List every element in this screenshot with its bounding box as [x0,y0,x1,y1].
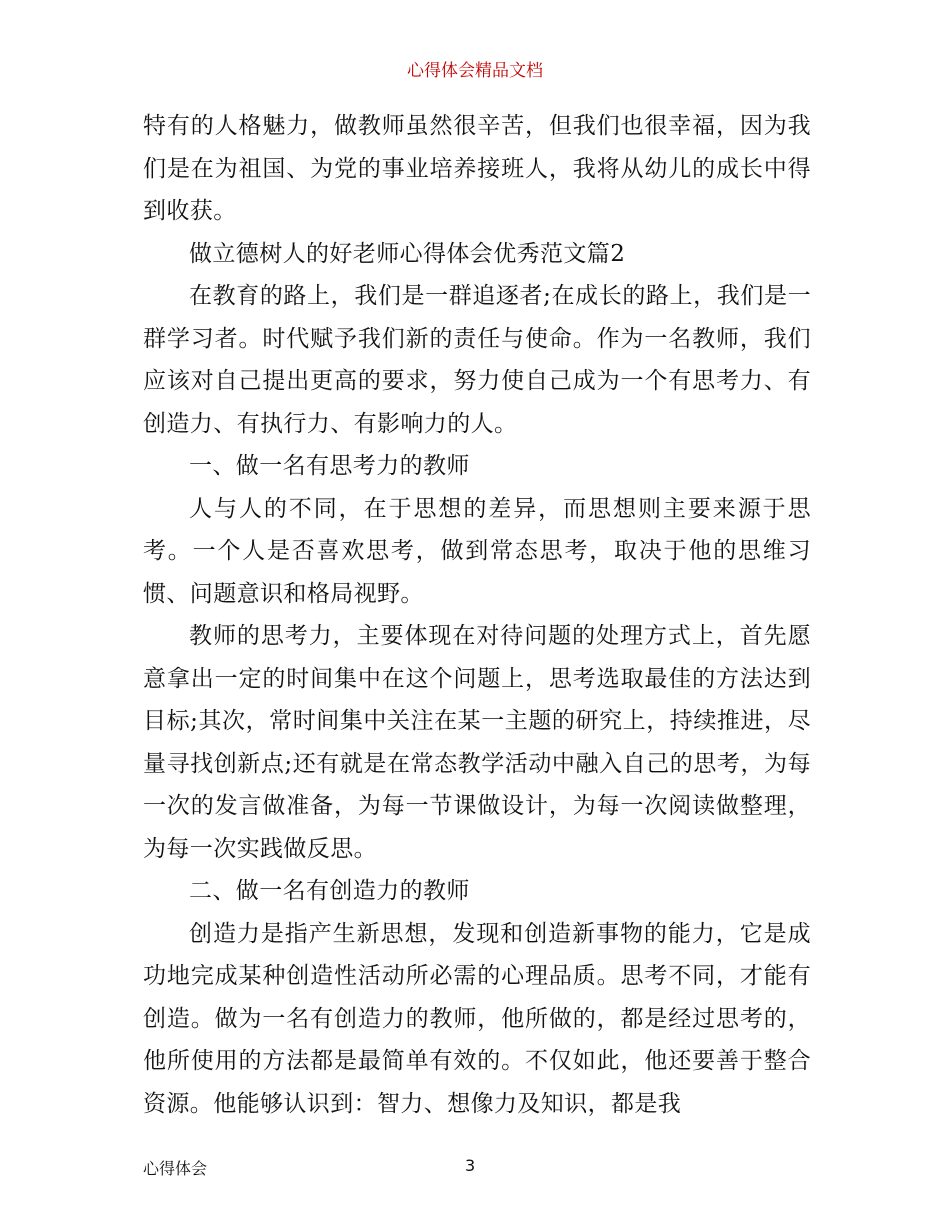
page-number: 3 [465,1156,476,1175]
paragraph: 创造力是指产生新思想，发现和创造新事物的能力，它是成功地完成某种创造性活动所必需的心理品质。思考不同，才能有创造。做为一名有创造力的教师，他所做的，都是经过思考的，他所使用的方法都是最简单有效的。不仅如此，他还要善于整合资源。他能够认识到：智力、想像力及知识，都是我 [143,920,811,1117]
footer-label: 心得体会 [143,1159,208,1178]
section-heading: 一、做一名有思考力的教师 [189,453,470,479]
section-title: 做立德树人的好老师心得体会优秀范文篇2 [189,240,626,267]
section-heading: 二、做一名有创造力的教师 [189,878,470,904]
paragraph: 人与人的不同，在于思想的差异，而思想则主要来源于思考。一个人是否喜欢思考，做到常态思考，取决于他的思维习惯、问题意识和格局视野。 [143,495,811,607]
page-header-title: 心得体会精品文档 [407,61,543,81]
paragraph: 教师的思考力，主要体现在对待问题的处理方式上，首先愿意拿出一定的时间集中在这个问题上，思考选取最佳的方法达到目标;其次，常时间集中关注在某一主题的研究上，持续推进，尽量寻找创新点;还有就是在常态教学活动中融入自己的思考，为每一次的发言做准备，为每一节课做设计，为每一次阅读做整理，为每一次实践做反思。 [143,623,811,862]
paragraph: 特有的人格魅力，做教师虽然很辛苦，但我们也很幸福，因为我们是在为祖国、为党的事业培养接班人，我将从幼儿的成长中得到收获。 [143,113,811,224]
document-body [143,105,811,1125]
paragraph: 在教育的路上，我们是一群追逐者;在成长的路上，我们是一群学习者。时代赋予我们新的责任与使命。作为一名教师，我们应该对自己提出更高的要求，努力使自己成为一个有思考力、有创造力、有执行力、有影响力的人。 [143,283,811,437]
